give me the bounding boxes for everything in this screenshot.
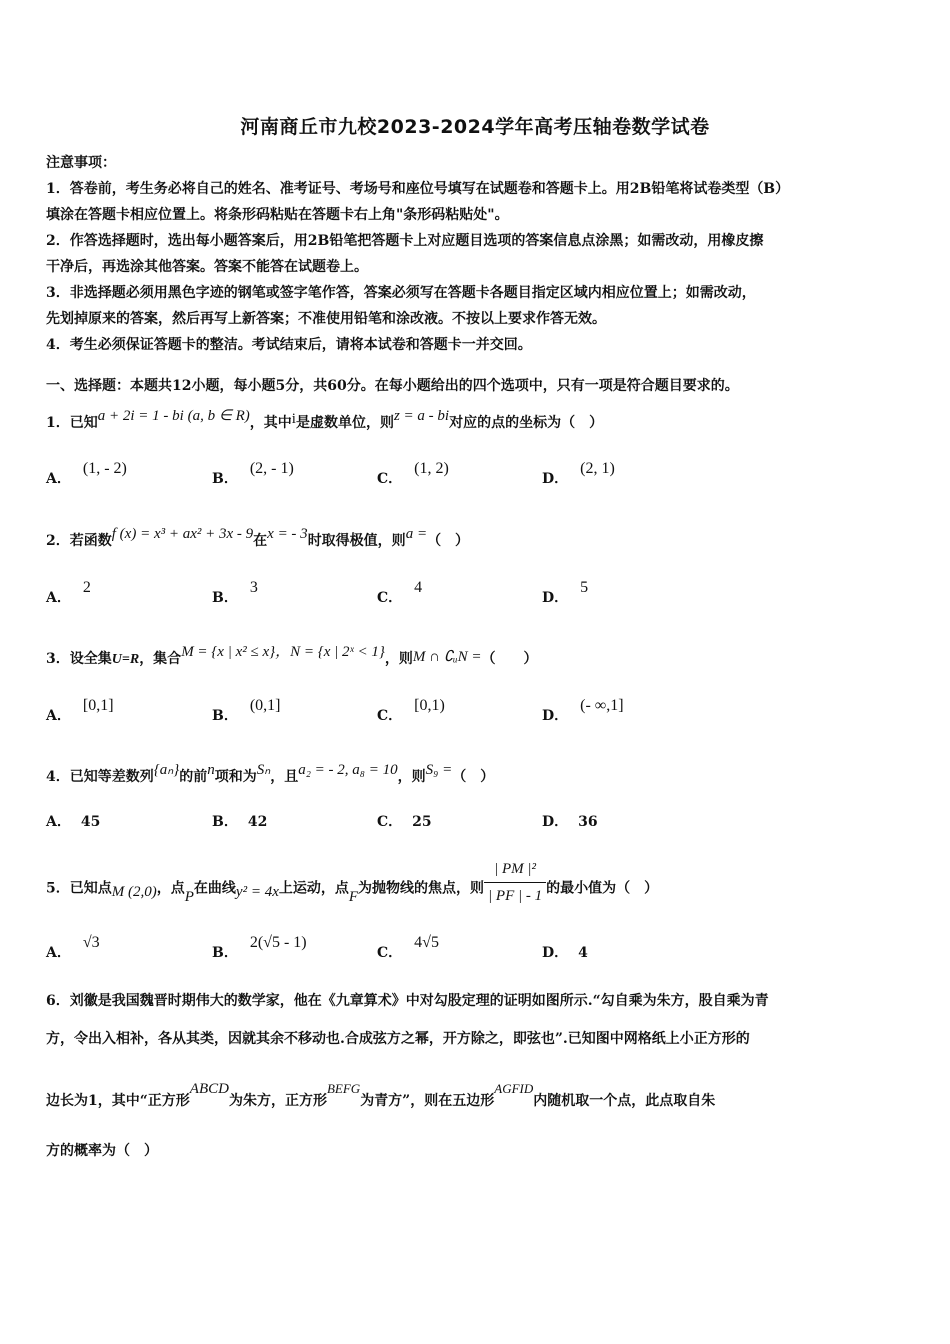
option-value: (1, 2) — [414, 460, 449, 477]
q5-text: 在曲线 — [193, 880, 236, 897]
q2-options — [46, 579, 906, 617]
q6-math-abcd: ABCD — [189, 1081, 229, 1097]
option-label: C． — [377, 945, 403, 961]
q5-math-p: P — [184, 888, 194, 905]
option-c[interactable] — [377, 811, 432, 831]
q6-line-3 — [46, 1081, 906, 1114]
option-b[interactable] — [212, 934, 307, 962]
q5-math-m: M (2,0) — [111, 883, 157, 900]
q3-universal-set: U=R — [111, 652, 140, 667]
option-label: A． — [46, 814, 71, 830]
q2-text: 时取得极值，则 — [307, 533, 406, 549]
option-value: √3 — [82, 934, 100, 951]
q4-math-s9: S₉ = — [425, 762, 453, 778]
option-value: 4 — [414, 579, 423, 596]
option-value: 2 — [82, 579, 91, 596]
option-value: 4√5 — [414, 934, 439, 951]
option-label: A． — [46, 590, 71, 606]
q3-math-sets: M = {x | x² ≤ x}，N = {x | 2ˣ < 1} — [181, 644, 385, 660]
option-d[interactable] — [542, 942, 588, 962]
q1-text: ，其中 — [249, 415, 292, 431]
option-value: [0,1] — [82, 697, 114, 714]
option-c[interactable] — [377, 697, 445, 725]
option-label: B． — [212, 708, 238, 724]
q2-math-a: a = — [405, 526, 428, 542]
option-d[interactable] — [542, 579, 589, 607]
q4-prefix: 4．已知等差数列 — [46, 769, 154, 785]
option-label: C． — [377, 708, 403, 724]
option-value: 3 — [249, 579, 258, 596]
option-value: 5 — [580, 579, 589, 596]
option-label: D． — [542, 590, 569, 606]
option-b[interactable] — [212, 811, 267, 831]
q2-math-x: x = - 3 — [267, 526, 308, 542]
option-b[interactable] — [212, 579, 258, 607]
q5-text: 为抛物线的焦点，则 — [358, 880, 485, 897]
q6-text: 边长为1，其中“正方形 — [46, 1093, 190, 1109]
q6-text: 内随机取一个点，此点取自朱 — [533, 1093, 716, 1109]
option-a[interactable] — [46, 934, 100, 962]
question-2 — [46, 528, 906, 554]
question-3 — [46, 646, 906, 673]
option-value: 45 — [80, 814, 101, 830]
q5-text: ，点 — [156, 880, 185, 897]
section-heading: 一、选择题：本题共12小题，每小题5分，共60分。在每小题给出的四个选项中，只有一项是符合题目要求的。 — [46, 378, 739, 394]
q6-text: 为朱方，正方形 — [228, 1093, 327, 1109]
q1-math-i: i — [291, 411, 296, 427]
page-title: 河南商丘市九校2023-2024学年高考压轴卷数学试卷 — [240, 116, 710, 138]
q1-math-z: z = a - bi — [393, 408, 450, 424]
option-label: D． — [542, 945, 569, 961]
option-label: B． — [212, 471, 238, 487]
option-label: D． — [542, 708, 569, 724]
option-value: (- ∞,1] — [580, 697, 624, 714]
option-b[interactable] — [212, 460, 294, 488]
option-label: D． — [542, 814, 569, 830]
q2-math-function: f (x) = x³ + ax² + 3x - 9 — [111, 526, 254, 542]
option-label: C． — [377, 814, 403, 830]
option-d[interactable] — [542, 460, 615, 488]
q5-math-curve: y² = 4x — [235, 883, 279, 900]
question-4 — [46, 764, 906, 790]
notice-line: 先划掉原来的答案，然后再写上新答案；不准使用铅笔和涂改液。不按以上要求作答无效。 — [46, 311, 606, 327]
notice-line: 3．非选择题必须用黑色字迹的钢笔或签字笔作答，答案必须写在答题卡各题目指定区域内相应位置上；如需改动， — [46, 285, 756, 301]
q5-prefix: 5．已知点 — [46, 880, 112, 897]
q3-text: ，集合 — [139, 651, 182, 667]
q5-options — [46, 934, 906, 972]
q1-math-equation: a + 2i = 1 - bi (a, b ∈ R) — [97, 408, 250, 424]
option-a[interactable] — [46, 579, 91, 607]
q4-options — [46, 811, 906, 841]
q3-suffix: （ ） — [481, 651, 538, 667]
option-value: (0,1] — [249, 697, 281, 714]
q1-suffix: 对应的点的坐标为（ ） — [449, 415, 604, 431]
q5-suffix: 的最小值为（ ） — [546, 880, 659, 897]
q6-math-befg: BEFG — [326, 1081, 361, 1096]
option-value: (2, - 1) — [249, 460, 294, 477]
option-label: B． — [212, 814, 238, 830]
option-c[interactable] — [377, 934, 439, 962]
q4-text: ，则 — [397, 769, 426, 785]
q3-prefix: 3．设全集 — [46, 651, 112, 667]
question-1 — [46, 410, 906, 436]
q4-math-terms: a₂ = - 2, a₈ = 10 — [298, 762, 398, 778]
option-label: D． — [542, 471, 569, 487]
q4-text: 项和为 — [214, 769, 257, 785]
question-6 — [46, 988, 906, 1164]
notice-line: 填涂在答题卡相应位置上。将条形码粘贴在答题卡右上角"条形码粘贴处"。 — [46, 207, 509, 223]
option-c[interactable] — [377, 579, 423, 607]
q6-line-2: 方，令出入相补，各从其类，因就其余不移动也.合成弦方之幂，开方除之，即弦也”.已知图中网格纸上小正方形的 — [46, 1031, 750, 1047]
option-value: [0,1) — [414, 697, 445, 714]
notice-line: 2．作答选择题时，选出每小题答案后，用2B铅笔把答题卡上对应题目选项的答案信息点涂黑；如需改动，用橡皮擦 — [46, 233, 764, 249]
q3-options — [46, 697, 906, 735]
q1-text: 是虚数单位，则 — [295, 415, 394, 431]
q5-fraction — [484, 856, 546, 909]
q4-suffix: （ ） — [452, 769, 495, 785]
notice-block — [46, 150, 906, 358]
notice-heading: 注意事项： — [46, 155, 116, 171]
fraction-denominator: | PF | - 1 — [488, 888, 543, 904]
q3-math-expr: M ∩ ∁ᵤN = — [412, 649, 482, 665]
q1-options — [46, 460, 906, 498]
q3-text: ，则 — [384, 651, 413, 667]
option-d[interactable] — [542, 811, 598, 831]
option-value: 4 — [578, 945, 588, 961]
option-label: B． — [212, 945, 238, 961]
q2-prefix: 2．若函数 — [46, 533, 112, 549]
q1-prefix: 1．已知 — [46, 415, 98, 431]
q6-line-4: 方的概率为（ ） — [46, 1143, 158, 1159]
option-c[interactable] — [377, 460, 449, 488]
option-label: B． — [212, 590, 238, 606]
q4-math-sequence: {aₙ} — [153, 762, 180, 778]
option-a[interactable] — [46, 697, 114, 725]
option-a[interactable] — [46, 460, 127, 488]
q5-math-f: F — [348, 888, 359, 905]
option-label: A． — [46, 945, 71, 961]
option-label: A． — [46, 471, 71, 487]
option-value: 36 — [578, 814, 598, 830]
q4-math-n: n — [207, 762, 215, 778]
option-value: (1, - 2) — [82, 460, 127, 477]
option-value: 25 — [412, 814, 432, 830]
option-label: C． — [377, 590, 403, 606]
q4-math-sn: Sₙ — [256, 762, 271, 778]
option-label: A． — [46, 708, 71, 724]
option-value: 2(√5 - 1) — [249, 934, 307, 951]
option-value: (2, 1) — [580, 460, 615, 477]
fraction-numerator: | PM |² — [484, 856, 546, 883]
q4-text: ，且 — [270, 769, 299, 785]
question-5 — [46, 862, 906, 915]
option-value: 42 — [247, 814, 268, 830]
q2-suffix: （ ） — [427, 533, 470, 549]
q6-text: 为青方”，则在五边形 — [360, 1093, 495, 1109]
notice-line: 1．答卷前，考生务必将自己的姓名、准考证号、考场号和座位号填写在试题卷和答题卡上。用2B铅笔将试卷类型（B） — [46, 181, 790, 197]
option-a[interactable] — [46, 811, 100, 831]
q4-text: 的前 — [179, 769, 208, 785]
q2-text: 在 — [253, 533, 268, 549]
option-b[interactable] — [212, 697, 281, 725]
option-label: C． — [377, 471, 403, 487]
q5-text: 上运动，点 — [278, 880, 349, 897]
option-d[interactable] — [542, 697, 624, 725]
notice-line: 干净后，再选涂其他答案。答案不能答在试题卷上。 — [46, 259, 368, 275]
notice-line: 4．考生必须保证答题卡的整洁。考试结束后，请将本试卷和答题卡一并交回。 — [46, 337, 532, 353]
q6-math-agfid: AGFID — [494, 1081, 534, 1096]
q6-line-1: 6．刘徽是我国魏晋时期伟大的数学家，他在《九章算术》中对勾股定理的证明如图所示.“勾自乘为朱方，股自乘为青 — [46, 993, 769, 1009]
